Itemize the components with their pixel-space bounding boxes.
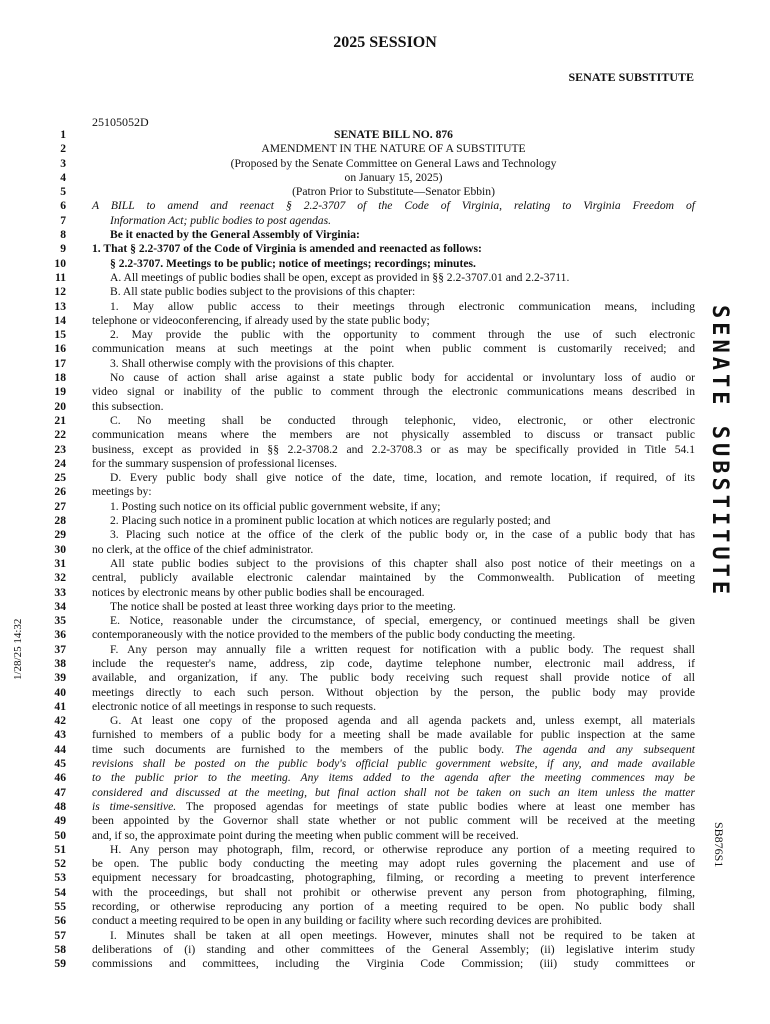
line-number: 6	[60, 199, 66, 213]
bill-line	[0, 814, 770, 828]
line-number: 2	[60, 142, 66, 156]
line-text: 3. Shall otherwise comply with the provisions of this chapter.	[110, 356, 395, 370]
bill-text-body	[0, 128, 770, 972]
line-text: video signal or inability of the public to comment through the electronic communications means described in	[92, 385, 695, 399]
line-text: deliberations of (i) standing and other committees of the General Assembly; (ii) legislative interim study	[92, 942, 695, 956]
bill-line	[0, 700, 770, 714]
line-text: All state public bodies subject to the provisions of this chapter shall also post notice of their meetings on a	[110, 556, 695, 570]
line-text: 1. That § 2.2-3707 of the Code of Virginia is amended and reenacted as follows:	[92, 242, 482, 256]
line-text: and, if so, the approximate point during the meeting when public comment will be received.	[92, 828, 519, 842]
bill-line	[0, 285, 770, 299]
line-text: A BILL to amend and reenact § 2.2-3707 of the Code of Virginia, relating to Virginia Freedom of	[92, 199, 695, 213]
line-text: recording, or otherwise reproducing any portion of a meeting required to be open. No public body shall	[92, 900, 695, 914]
line-text: notices by electronic means by other public bodies shall be encouraged.	[92, 585, 425, 599]
line-number: 47	[54, 785, 66, 799]
bill-line	[0, 342, 770, 356]
bill-line	[0, 743, 770, 757]
line-text: 2. May provide the public with the opportunity to comment through the use of such electronic	[110, 328, 695, 342]
bill-line	[0, 886, 770, 900]
line-number: 32	[54, 571, 66, 585]
line-number: 57	[54, 928, 66, 942]
line-number: 30	[54, 542, 66, 556]
bill-line	[0, 300, 770, 314]
line-number: 7	[60, 213, 66, 227]
line-text: Be it enacted by the General Assembly of Virginia:	[110, 228, 360, 242]
substitute-heading: SENATE SUBSTITUTE	[568, 70, 694, 84]
bill-line	[0, 171, 770, 185]
line-number: 27	[54, 499, 66, 513]
line-text: B. All state public bodies subject to the provisions of this chapter:	[110, 285, 416, 299]
line-number: 33	[54, 585, 66, 599]
bill-line	[0, 400, 770, 414]
bill-line	[0, 628, 770, 642]
line-text: for the summary suspension of professional licenses.	[92, 456, 338, 470]
line-text: commissions and committees, including the Virginia Code Commission; (iii) study committees or	[92, 957, 695, 971]
line-number: 36	[54, 628, 66, 642]
bill-line	[0, 600, 770, 614]
line-text: include the requester's name, address, zip code, daytime telephone number, electronic mail address, if	[92, 656, 695, 670]
line-text	[92, 743, 695, 757]
line-text: conduct a meeting required to be open in any building or facility where such recording devices are prohibited.	[92, 914, 602, 928]
line-number: 56	[54, 914, 66, 928]
line-number: 52	[54, 857, 66, 871]
session-title: 2025 SESSION	[333, 34, 437, 51]
line-number: 18	[54, 371, 66, 385]
line-number: 26	[54, 485, 66, 499]
bill-line	[0, 228, 770, 242]
line-number: 21	[54, 413, 66, 427]
line-text: G. At least one copy of the proposed agenda and all agenda packets and, unless exempt, all materials	[110, 714, 695, 728]
line-number: 12	[54, 285, 66, 299]
line-text: § 2.2-3707. Meetings to be public; notice of meetings; recordings; minutes.	[110, 256, 476, 270]
bill-line	[0, 957, 770, 971]
line-text: The notice shall be posted at least three working days prior to the meeting.	[110, 599, 456, 613]
line-number: 19	[54, 385, 66, 399]
bill-line	[0, 571, 770, 585]
line-number: 17	[54, 356, 66, 370]
bill-line	[0, 800, 770, 814]
bill-line	[0, 185, 770, 199]
bill-line	[0, 528, 770, 542]
line-text: E. Notice, reasonable under the circumstance, of special, emergency, or continued meetings shall be given	[110, 614, 695, 628]
bill-line	[0, 271, 770, 285]
line-number: 22	[54, 428, 66, 442]
bill-line	[0, 900, 770, 914]
line-text: AMENDMENT IN THE NATURE OF A SUBSTITUTE	[261, 142, 526, 156]
bill-line	[0, 843, 770, 857]
bill-line	[0, 414, 770, 428]
line-text: with the proceedings, but shall not prohibit or otherwise prevent any person from photographing, filming,	[92, 885, 695, 899]
line-number: 39	[54, 671, 66, 685]
bill-line	[0, 771, 770, 785]
line-text: communication means at such meetings at the point when public comment is customarily received; and	[92, 342, 695, 356]
bill-line	[0, 357, 770, 371]
bill-line	[0, 857, 770, 871]
bill-line	[0, 871, 770, 885]
bill-line	[0, 943, 770, 957]
bill-line	[0, 671, 770, 685]
line-number: 41	[54, 699, 66, 713]
line-text: telephone or videoconferencing, if already used by the state public body;	[92, 313, 430, 327]
bill-line	[0, 328, 770, 342]
line-number: 42	[54, 714, 66, 728]
bill-line	[0, 428, 770, 442]
line-text: H. Any person may photograph, film, record, or otherwise reproduce any portion of a meeting required to	[110, 842, 695, 856]
line-number: 11	[55, 270, 66, 284]
line-number: 58	[54, 942, 66, 956]
line-number: 51	[54, 842, 66, 856]
bill-line	[0, 385, 770, 399]
line-text: 3. Placing such notice at the office of the clerk of the public body or, in the case of a public body that has	[110, 528, 695, 542]
line-number: 45	[54, 757, 66, 771]
line-number: 55	[54, 900, 66, 914]
line-number: 9	[60, 242, 66, 256]
line-text	[92, 800, 695, 814]
line-number: 53	[54, 871, 66, 885]
line-text: 1. May allow public access to their meetings through electronic communication means, including	[110, 299, 695, 313]
line-text: 1. Posting such notice on its official public government website, if any;	[110, 499, 441, 513]
document-id: 25105052D	[92, 115, 149, 129]
line-number: 10	[54, 256, 66, 270]
bill-line	[0, 657, 770, 671]
line-text-part: is time-sensitive.	[92, 799, 177, 813]
line-number: 34	[54, 599, 66, 613]
line-number: 1	[60, 128, 66, 141]
line-text: considered and discussed at the meeting, but final action shall not be taken on such an item unless the matter	[92, 785, 695, 799]
line-number: 20	[54, 399, 66, 413]
line-text: SENATE BILL NO. 876	[334, 128, 453, 141]
line-text: 2. Placing such notice in a prominent public location at which notices are regularly posted; and	[110, 514, 551, 528]
bill-line	[0, 614, 770, 628]
line-number: 24	[54, 456, 66, 470]
bill-line	[0, 728, 770, 742]
line-text: contemporaneously with the notice provided to the members of the public body conducting the meeting.	[92, 628, 576, 642]
line-number: 23	[54, 442, 66, 456]
line-text: central, publicly available electronic calendar maintained by the Commonwealth. Publication of meeting	[92, 571, 695, 585]
bill-line	[0, 643, 770, 657]
bill-line	[0, 142, 770, 156]
line-number: 15	[54, 328, 66, 342]
line-text: A. All meetings of public bodies shall be open, except as provided in §§ 2.2-3707.01 and 2.2-3711.	[110, 270, 570, 284]
bill-line	[0, 443, 770, 457]
bill-line	[0, 786, 770, 800]
line-text: electronic notice of all meetings in response to such requests.	[92, 699, 376, 713]
line-text: meetings by:	[92, 485, 152, 499]
bill-line	[0, 128, 770, 142]
line-number: 28	[54, 514, 66, 528]
line-text: revisions shall be posted on the public body's official public government website, if any, and made available	[92, 757, 695, 771]
bill-line	[0, 242, 770, 256]
line-number: 4	[60, 170, 66, 184]
line-number: 25	[54, 471, 66, 485]
line-number: 13	[54, 299, 66, 313]
bill-code-text: SB876S1	[712, 822, 726, 868]
line-text: this subsection.	[92, 399, 164, 413]
line-text: equipment necessary for broadcasting, photographing, filming, or recording a meeting to prevent interference	[92, 871, 695, 885]
line-text: D. Every public body shall give notice of the date, time, location, and remote location, if required, of its	[110, 471, 695, 485]
bill-line	[0, 929, 770, 943]
bill-line	[0, 214, 770, 228]
line-text-part: The agenda and any subsequent	[514, 742, 695, 756]
line-number: 50	[54, 828, 66, 842]
line-text: C. No meeting shall be conducted through telephonic, video, electronic, or other electronic	[110, 413, 695, 427]
line-text: furnished to members of a public body for a meeting shall be made available for public inspection at the same	[92, 728, 695, 742]
line-number: 40	[54, 685, 66, 699]
bill-line	[0, 457, 770, 471]
line-text: F. Any person may annually file a written request for notification with a public body. The request shall	[110, 642, 695, 656]
bill-line	[0, 829, 770, 843]
line-text: be open. The public body conducting the meeting may adopt rules governing the placement and use of	[92, 857, 695, 871]
bill-line	[0, 314, 770, 328]
line-number: 54	[54, 885, 66, 899]
line-number: 16	[54, 342, 66, 356]
line-text: on January 15, 2025)	[344, 170, 443, 184]
bill-line	[0, 471, 770, 485]
line-number: 8	[60, 228, 66, 242]
line-number: 49	[54, 814, 66, 828]
bill-line	[0, 686, 770, 700]
bill-line	[0, 371, 770, 385]
line-text: communication means where the members are not physically assembled to discuss or transact public	[92, 428, 695, 442]
line-number: 46	[54, 771, 66, 785]
timestamp-text: 1/28/25 14:32	[12, 618, 24, 680]
line-text: I. Minutes shall be taken at all open meetings. However, minutes shall not be required to be taken at	[110, 928, 695, 942]
line-text: to the public prior to the meeting. Any items added to the agenda after the meeting commences may be	[92, 771, 695, 785]
bill-line	[0, 257, 770, 271]
line-text: been appointed by the Governor shall state whether or not public comment will be received at the meeting	[92, 814, 695, 828]
line-number: 5	[60, 185, 66, 199]
bill-line	[0, 586, 770, 600]
line-text: No cause of action shall arise against a state public body for accidental or involuntary loss of audio or	[110, 371, 695, 385]
bill-line	[0, 543, 770, 557]
bill-line	[0, 485, 770, 499]
line-text-part: time such documents are furnished to the members of the public body.	[92, 742, 505, 756]
line-number: 37	[54, 642, 66, 656]
bill-line	[0, 199, 770, 213]
line-number: 29	[54, 528, 66, 542]
line-text: available, and organization, if any. The public body receiving such request shall provide notice of all	[92, 671, 695, 685]
line-text: no clerk, at the office of the chief administrator.	[92, 542, 314, 556]
line-text: meetings directly to each such person. Without objection by the person, the public body may provide	[92, 685, 695, 699]
line-number: 48	[54, 799, 66, 813]
line-text: Information Act; public bodies to post agendas.	[110, 213, 332, 227]
bill-line	[0, 714, 770, 728]
bill-line	[0, 157, 770, 171]
bill-line	[0, 557, 770, 571]
bill-line	[0, 914, 770, 928]
line-number: 43	[54, 728, 66, 742]
bill-line	[0, 514, 770, 528]
line-text: business, except as provided in §§ 2.2-3708.2 and 2.2-3708.3 or as may be specifically provided in Title 54.1	[92, 442, 695, 456]
line-number: 35	[54, 614, 66, 628]
line-number: 31	[54, 556, 66, 570]
bill-line	[0, 757, 770, 771]
line-number: 14	[54, 313, 66, 327]
line-number: 38	[54, 656, 66, 670]
line-number: 44	[54, 742, 66, 756]
line-number: 59	[54, 957, 66, 971]
line-text-part: The proposed agendas for meetings of state public bodies where at least one member has	[185, 799, 695, 813]
line-text: (Proposed by the Senate Committee on General Laws and Technology	[230, 156, 557, 170]
line-text: (Patron Prior to Substitute—Senator Ebbin)	[292, 185, 495, 199]
bill-line	[0, 500, 770, 514]
watermark-text: SENATE SUBSTITUTE	[707, 305, 732, 599]
line-number: 3	[60, 156, 66, 170]
